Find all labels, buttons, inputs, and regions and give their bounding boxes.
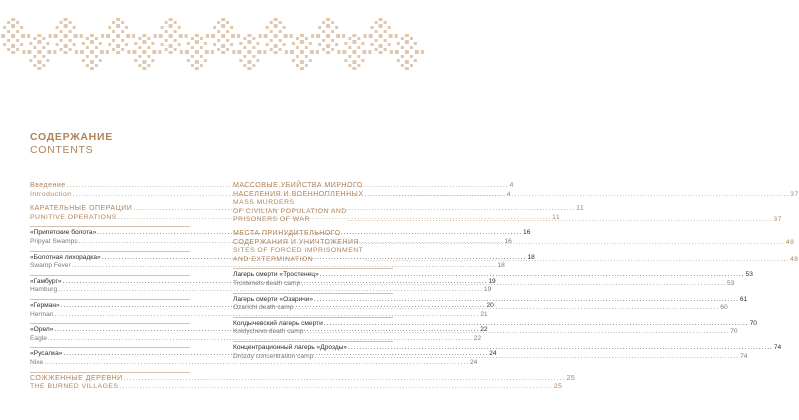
toc-entry-ru-line: НАСЕЛЕНИЯ И ВОЕННОПЛЕННЫХ	[233, 190, 364, 198]
toc-entry-en-line: PRISONERS OF WAR	[233, 216, 310, 224]
toc-entry-ru-page: 24	[489, 350, 497, 358]
toc-entry-en-title: Hamburg	[30, 286, 58, 294]
toc-entry-en-page: 48	[790, 255, 799, 263]
dot-leader	[304, 328, 729, 337]
toc-entry-ru-title: КАРАТЕЛЬНЫЕ ОПЕРАЦИИ	[30, 205, 133, 213]
toc-entry-ru-title: «Орел»	[30, 326, 54, 334]
ornament-motif	[154, 18, 188, 54]
toc-entry-ru[interactable]	[233, 343, 782, 353]
toc-entry-ru-page: 74	[773, 343, 782, 351]
toc-entry-en-title: Ozarichi death camp	[233, 304, 294, 312]
toc-entry-ru[interactable]	[233, 182, 799, 199]
toc-entry-en-title: Koldychevo death camp	[233, 328, 304, 336]
toc-entry-en-line: OF CIVILIAN POPULATION AND	[233, 207, 347, 215]
ornament-motif	[75, 34, 109, 70]
toc-title-en: CONTENTS	[30, 144, 94, 156]
dot-leader	[301, 277, 726, 289]
dot-leader	[314, 353, 739, 362]
toc-entry-en-page: 19	[483, 286, 492, 294]
ornament-motif	[337, 34, 371, 70]
toc-entry-ru[interactable]	[233, 319, 757, 329]
toc-entry-en-title: Drozdy concentration camp	[233, 352, 314, 360]
toc-entry-en[interactable]	[30, 286, 492, 295]
toc-entry-ru-page: 70	[749, 319, 757, 327]
toc-entry-en-title: Pripyat Swamps	[30, 237, 78, 245]
toc-entry-ru-title: Лагерь смерти «Озаричи»	[233, 295, 314, 303]
toc-entry-ru-title: СОЖЖЕННЫЕ ДЕРЕВНИ	[30, 374, 123, 382]
toc-entry-ru-title: Введение	[30, 182, 66, 189]
toc-entry-en-page: 60	[720, 304, 728, 312]
toc-entry-ru-page: 37	[790, 190, 799, 198]
ornament-motif	[311, 18, 345, 54]
toc-entry-en-title: THE BURNED VILLAGES	[30, 383, 119, 391]
ornament-motif	[364, 18, 398, 54]
ornament-motif	[285, 34, 319, 70]
toc-entry-ru-page: 19	[488, 277, 496, 285]
toc-entry-en-page: 53	[727, 279, 735, 287]
ornament-motif	[127, 34, 161, 70]
toc-entry-ru-page: 22	[480, 326, 488, 334]
toc-entry-en-page: 4	[506, 190, 512, 198]
dot-leader	[365, 191, 790, 200]
toc-entry-ru-page: 4	[509, 182, 514, 189]
toc-entry-en-page: 74	[740, 352, 748, 360]
toc-entry-ru-title: «Болотная лихорадка»	[30, 253, 101, 261]
toc-entry-ru-title: «Гамбург»	[30, 277, 62, 285]
toc-entry-ru[interactable]	[233, 271, 753, 280]
ornament-motif	[232, 34, 266, 70]
toc-entry-en-title: Herman	[30, 310, 54, 318]
toc-entry-ru[interactable]	[30, 374, 576, 384]
ornament-motif	[0, 18, 30, 54]
toc-entry-ru-line: МЕСТА ПРИНУДИТЕЛЬНОГО	[233, 229, 341, 237]
toc-entry-en-title: Introduction	[30, 190, 72, 198]
dot-leader	[119, 383, 552, 392]
ornament-motif	[206, 18, 240, 54]
toc-entry-en[interactable]	[30, 262, 505, 271]
toc-entry-en[interactable]	[30, 383, 563, 392]
toc-entry-en-title: Nixe	[30, 358, 44, 366]
ornament-motif	[180, 34, 214, 70]
toc-entry-en-page: 25	[553, 383, 563, 391]
toc-entry-en-page: 18	[497, 262, 505, 270]
toc-heading	[30, 131, 113, 156]
toc-entry-en-page: 21	[480, 310, 488, 318]
toc-entry-en-title: Swamp Fever	[30, 262, 71, 270]
toc-entry-en-page: 37	[773, 216, 782, 224]
toc-entry-en[interactable]	[30, 334, 482, 344]
ornament-motif	[49, 18, 83, 54]
toc-entry-ru-title: Концентрационный лагерь «Дрозды»	[233, 343, 348, 351]
toc-entry-ru-page: 11	[576, 205, 585, 213]
ornament-motif	[101, 18, 135, 54]
toc-entry-ru-line: МАССОВЫЕ УБИЙСТВА МИРНОГО	[233, 182, 363, 189]
toc-entry-en-title: PUNITIVE OPERATIONS	[30, 213, 117, 221]
dot-leader	[360, 239, 785, 248]
toc-entry-en[interactable]	[30, 358, 478, 368]
toc-entry-en-page: 11	[552, 213, 561, 221]
ornament-motif	[259, 18, 293, 54]
toc-entry	[30, 372, 576, 392]
dot-leader	[324, 320, 749, 329]
toc-entry-en-title: Eagle	[30, 334, 47, 342]
ornament-motif	[390, 34, 424, 70]
toc-entry-en[interactable]	[30, 310, 488, 320]
toc-entry-ru-title: «Герман»	[30, 301, 60, 309]
toc-entry-en-page: 22	[473, 334, 482, 342]
ornament-motif	[22, 34, 56, 70]
dot-leader	[124, 375, 566, 384]
dot-leader	[320, 271, 745, 280]
toc-entry-ru-page: 16	[523, 229, 531, 237]
dot-leader	[348, 213, 773, 225]
dot-leader	[294, 301, 719, 313]
toc-entry-en-line: AND EXTERMINATION	[233, 255, 314, 263]
toc-entry-ru-title: «Припятские болота»	[30, 229, 97, 237]
toc-entry-ru-page: 53	[745, 271, 753, 279]
toc-entry-en-line: SITES OF FORCED IMPRISONMENT	[233, 247, 364, 255]
toc-entry-ru-title: Колдычевский лагерь смерти	[233, 319, 323, 327]
toc-entry-ru-page: 18	[527, 253, 535, 261]
dot-leader	[364, 253, 789, 265]
dot-leader	[314, 296, 739, 305]
ornament-border	[0, 12, 420, 78]
toc-title-ru: СОДЕРЖАНИЕ	[30, 131, 113, 143]
toc-entry-ru-page: 48	[785, 238, 795, 246]
toc-entry-ru-page: 20	[486, 301, 494, 309]
toc-entry-en-title: Trostenets death camp	[233, 279, 301, 287]
toc-entry-en-page: 16	[504, 237, 512, 245]
dot-leader	[348, 344, 773, 353]
toc-entry-ru-title: Лагерь смерти «Тростенец»	[233, 271, 319, 279]
toc-entry-ru-page: 61	[739, 295, 748, 303]
toc-entry-ru-line: СОДЕРЖАНИЯ И УНИЧТОЖЕНИЯ	[233, 238, 360, 246]
toc-entry-en-page: 24	[470, 358, 478, 366]
toc-entry-ru-title: «Русалка»	[30, 350, 63, 358]
toc-entry-ru-page: 25	[566, 374, 576, 382]
toc-entry-en-line: MASS MURDERS	[233, 199, 295, 207]
toc-entry-en-page: 70	[730, 328, 738, 336]
